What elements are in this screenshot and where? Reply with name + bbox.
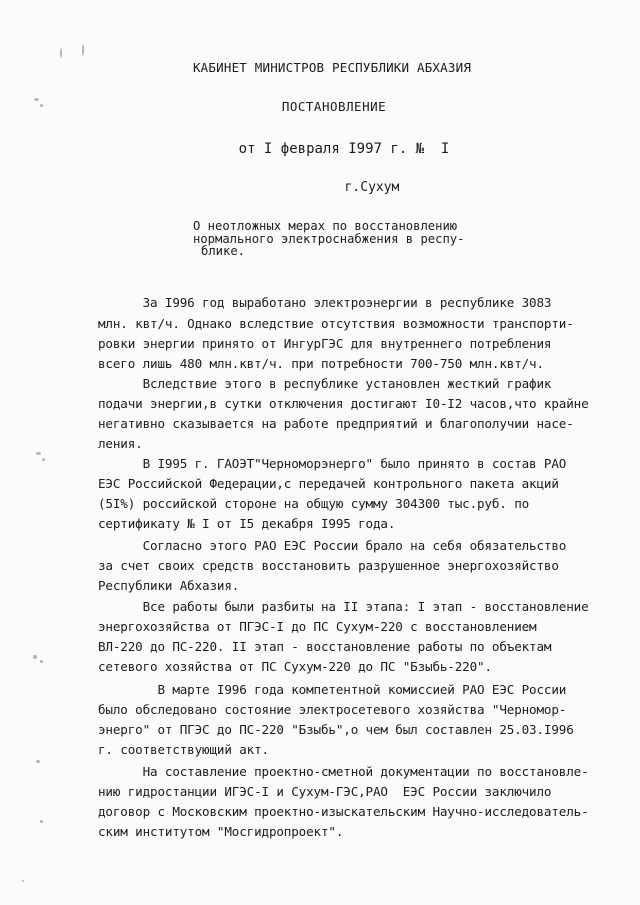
- subject-line: блике.: [201, 244, 246, 258]
- scan-speck: [42, 458, 45, 461]
- body-line: Республики Абхазия.: [98, 578, 240, 593]
- subject-block: [193, 220, 513, 258]
- body-line: За I996 год выработано электроэнергии в республике 3083: [98, 295, 552, 310]
- scan-speck: [60, 48, 62, 58]
- body-line: ровки энергии принято от ИнгурГЭС для внутреннего потребления: [98, 336, 552, 351]
- subject-line: нормального электроснабжения в респу-: [193, 231, 465, 246]
- document-type-heading: ПОСТАНОВЛЕНИЕ: [281, 99, 387, 114]
- body-line: ВЛ-220 до ПС-220. II этап - восстановление работы по объектам: [98, 639, 552, 654]
- body-line: млн. квт/ч. Однако вследствие отсутствия возможности транспорти-: [98, 316, 574, 331]
- body-line: На составление проектно-сметной документации по восстановле-: [98, 764, 589, 779]
- body-line: договор с Московским проектно-изыскательским Научно-исследователь-: [98, 804, 589, 819]
- subject-line: О неотложных мерах по восстановлению: [193, 219, 458, 233]
- body-line: Все работы были разбиты на II этапа: I этап - восстановление: [98, 599, 589, 614]
- body-line: негативно сказывается на работе предприятий и благополучии насе-: [98, 416, 574, 431]
- body-line: сертификату № I от I5 декабря I995 года.: [98, 516, 396, 531]
- body-line: Вследствие этого в республике установлен жесткий график: [98, 376, 552, 391]
- organization-heading: КАБИНЕТ МИНИСТРОВ РЕСПУБЛИКИ АБХАЗИЯ: [192, 60, 472, 75]
- scan-speck: [22, 880, 24, 882]
- body-line: (5I%) российской стороне на общую сумму 304300 тыс.руб. по: [98, 496, 530, 511]
- body-line: сетевого хозяйства от ПС Сухум-220 до ПС "Бзыбь-220".: [98, 659, 492, 674]
- body-line: ЕЭС Российской Федерации,с передачей контрольного пакета акций: [98, 476, 559, 491]
- document-city: г.Сухум: [344, 180, 400, 195]
- body-line: энергохозяйства от ПГЭС-I до ПС Сухум-220 с восстановлением: [98, 619, 537, 634]
- scan-speck: [40, 820, 43, 823]
- document-date-number: от I февраля I997 г. № I: [238, 141, 450, 157]
- body-line: всего лишь 480 млн.квт/ч. при потребности 700-750 млн.квт/ч.: [98, 356, 544, 371]
- body-line: В I995 г. ГАОЭТ"Черноморэнерго" было принято в состав РАО: [98, 456, 567, 471]
- body-line: было обследовано состояние электросетевого хозяйства "Черномор-: [98, 702, 567, 717]
- body-line: нию гидростанции ИГЭС-I и Сухум-ГЭС,РАО ЕЭС России заключило: [98, 784, 552, 799]
- body-line: ским институтом "Мосгидропроект".: [98, 824, 344, 839]
- scan-speck: [36, 452, 41, 455]
- scan-speck: [40, 660, 43, 663]
- body-line: В марте I996 года компетентной комиссией РАО ЕЭС России: [98, 682, 567, 697]
- scan-speck: [33, 655, 37, 659]
- scan-speck: [82, 44, 84, 56]
- body-line: ления.: [98, 436, 143, 451]
- body-line: Согласно этого РАО ЕЭС России брало на себя обязательство: [98, 538, 567, 553]
- body-line: г. соответствующий акт.: [98, 742, 269, 757]
- body-line: за счет своих средств восстановить разрушенное энергохозяйство: [98, 558, 559, 573]
- body-line: энерго" от ПГЭС до ПС-220 "Бзыбь",о чем был составлен 25.03.I996: [98, 722, 574, 737]
- body-line: подачи энергии,в сутки отключения достигают I0-I2 часов,что крайне: [98, 396, 589, 411]
- scan-speck: [36, 760, 40, 763]
